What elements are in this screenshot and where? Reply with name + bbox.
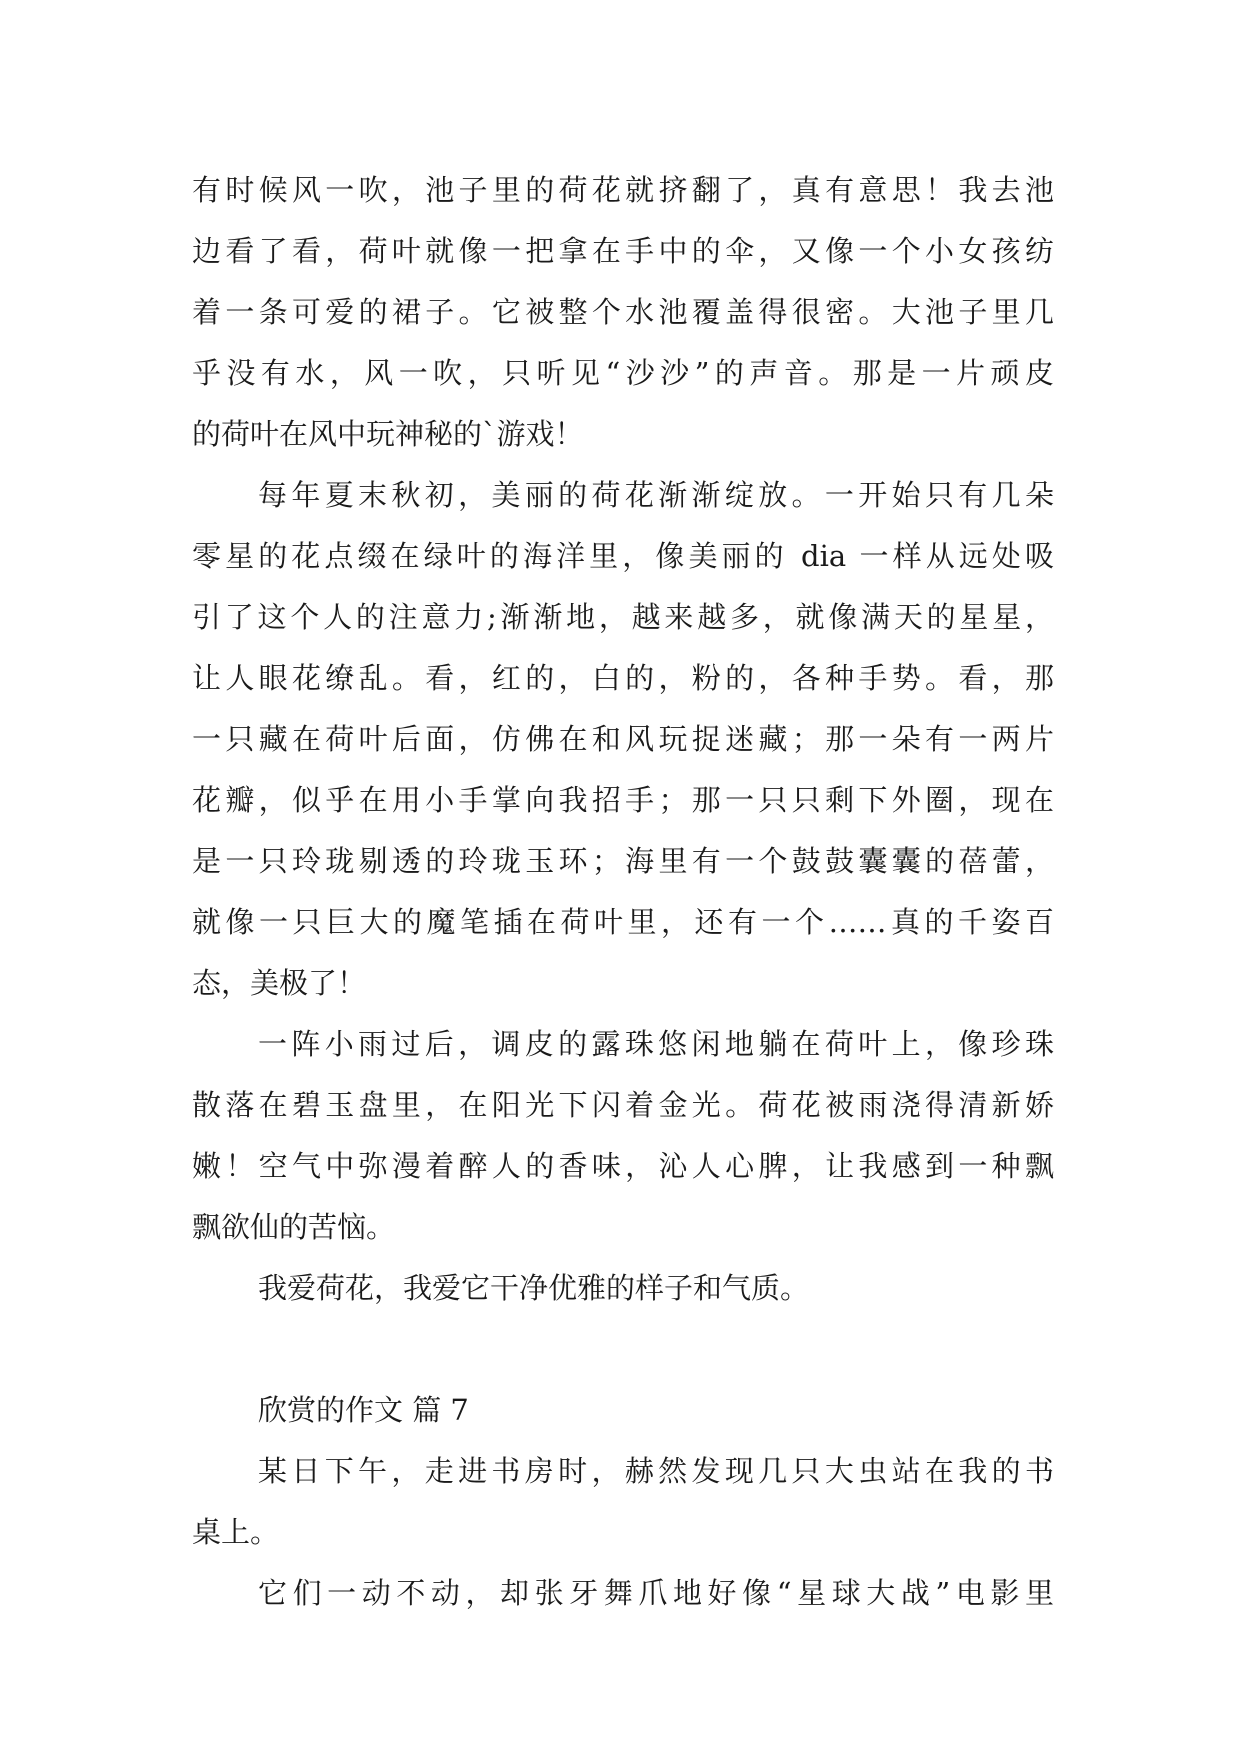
paragraph — [192, 465, 1054, 1014]
text-line: 乎没有水，风一吹，只听见“沙沙”的声音。那是一片顽皮 — [192, 356, 1054, 390]
text-line: 一只藏在荷叶后面，仿佛在和风玩捉迷藏；那一朵有一两片 — [192, 722, 1054, 756]
text-line: 一阵小雨过后，调皮的露珠悠闲地躺在荷叶上，像珍珠 — [258, 1027, 1054, 1061]
text-line: 飘欲仙的苦恼。 — [192, 1210, 396, 1244]
text-line: 它们一动不动，却张牙舞爪地好像“星球大战”电影里 — [258, 1576, 1054, 1610]
text-line: 着一条可爱的裙子。它被整个水池覆盖得很密。大池子里几 — [192, 295, 1054, 329]
text-line: 态，美极了！ — [192, 966, 367, 1000]
text-line: 有时候风一吹，池子里的荷花就挤翻了，真有意思！我去池 — [192, 173, 1054, 207]
text-line: 某日下午，走进书房时，赫然发现几只大虫站在我的书 — [258, 1454, 1054, 1488]
text-line: 让人眼花缭乱。看，红的，白的，粉的，各种手势。看，那 — [192, 661, 1054, 695]
paragraph — [192, 1258, 1054, 1319]
document-body — [192, 160, 1054, 1624]
text-line: 是一只玲珑剔透的玲珑玉环；海里有一个鼓鼓囊囊的蓓蕾， — [192, 844, 1054, 878]
paragraph — [192, 1441, 1054, 1563]
text-line: 就像一只巨大的魔笔插在荷叶里，还有一个……真的千姿百 — [192, 905, 1054, 939]
paragraph — [192, 160, 1054, 465]
text-line: 引了这个人的注意力;渐渐地，越来越多，就像满天的星星， — [192, 600, 1054, 634]
text-line: 我爱荷花，我爱它干净优雅的样子和气质。 — [258, 1271, 810, 1305]
text-line: 嫩！空气中弥漫着醉人的香味，沁人心脾，让我感到一种飘 — [192, 1149, 1054, 1183]
paragraph — [192, 1014, 1054, 1258]
text-line: 边看了看，荷叶就像一把拿在手中的伞，又像一个小女孩纺 — [192, 234, 1054, 268]
text-line: 的荷叶在风中玩神秘的`游戏！ — [192, 417, 584, 451]
section-heading: 欣赏的作文 篇 7 — [258, 1393, 469, 1427]
paragraph — [192, 1563, 1054, 1624]
text-line: 散落在碧玉盘里，在阳光下闪着金光。荷花被雨浇得清新娇 — [192, 1088, 1054, 1122]
text-line: 花瓣，似乎在用小手掌向我招手；那一只只剩下外圈，现在 — [192, 783, 1054, 817]
text-line: 每年夏末秋初，美丽的荷花渐渐绽放。一开始只有几朵 — [258, 478, 1054, 512]
text-line: 桌上。 — [192, 1515, 280, 1549]
text-line: 零星的花点缀在绿叶的海洋里，像美丽的 dia 一样从远处吸 — [192, 539, 1054, 573]
blank-line — [192, 1319, 1054, 1380]
